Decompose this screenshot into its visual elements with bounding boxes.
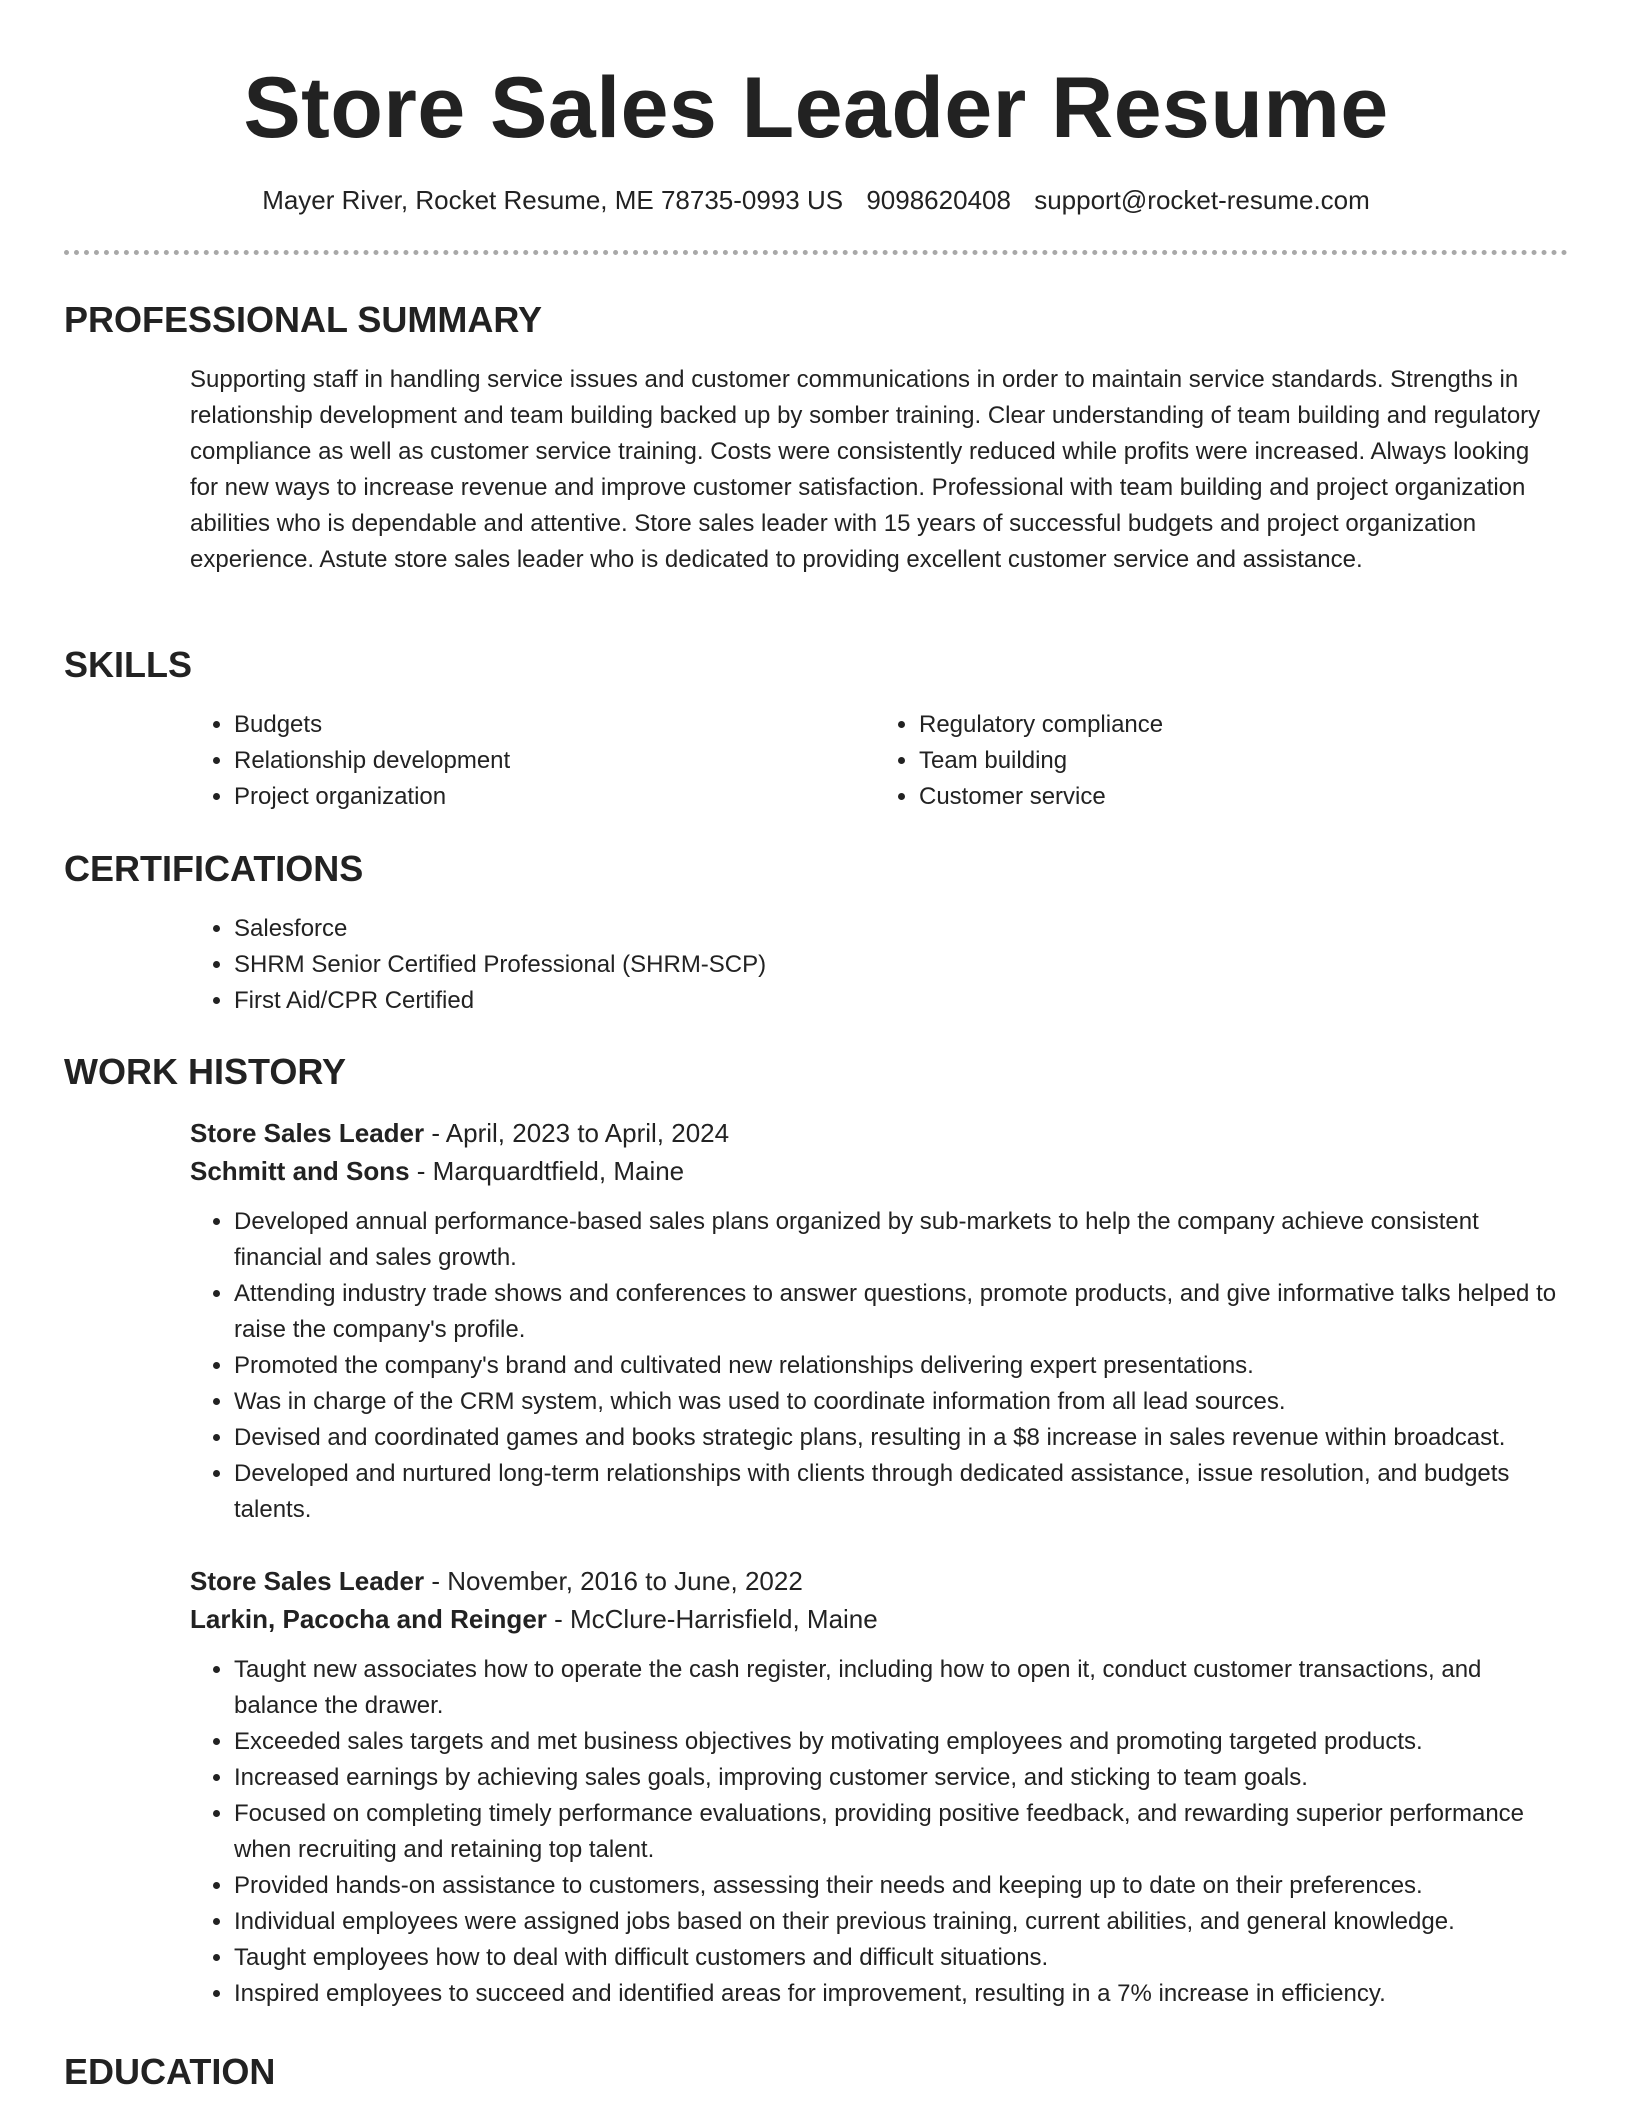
list-item: • Budgets bbox=[234, 707, 875, 743]
work-history-heading: WORK HISTORY bbox=[64, 1051, 347, 1092]
skills-heading: SKILLS bbox=[64, 644, 193, 685]
header-divider bbox=[64, 250, 1568, 255]
skills-list-right bbox=[875, 707, 1560, 815]
contact-address: Mayer River, Rocket Resume, ME 78735-0993 US bbox=[262, 185, 844, 215]
job-entry bbox=[190, 1562, 1560, 2012]
job-company-line bbox=[190, 1152, 1560, 1190]
list-item: • SHRM Senior Certified Professional (SHRM-SCP) bbox=[234, 947, 1560, 983]
job-company: Larkin, Pacocha and Reinger bbox=[190, 1604, 547, 1634]
list-item: • Developed annual performance-based sales plans organized by sub-markets to help the company achieve consistent financial and sales growth. bbox=[234, 1204, 1560, 1276]
list-item: • Regulatory compliance bbox=[919, 707, 1560, 743]
job-dates: - November, 2016 to June, 2022 bbox=[424, 1566, 803, 1596]
job-entry bbox=[190, 1114, 1560, 1528]
page-title: Store Sales Leader Resume bbox=[243, 60, 1389, 156]
job-role: Store Sales Leader bbox=[190, 1118, 425, 1148]
education-heading: EDUCATION bbox=[64, 2051, 276, 2092]
list-item: • Provided hands-on assistance to customers, assessing their needs and keeping up to date on their preferences. bbox=[234, 1868, 1560, 1904]
job-location: - Marquardtfield, Maine bbox=[409, 1156, 685, 1186]
certifications-list bbox=[190, 911, 1560, 1019]
skills-list-left bbox=[190, 707, 875, 815]
job-bullets bbox=[190, 1652, 1560, 2012]
job-title-line bbox=[190, 1562, 1560, 1600]
list-item: • Relationship development bbox=[234, 743, 875, 779]
summary-section bbox=[64, 298, 1568, 578]
contact-phone: 9098620408 bbox=[866, 185, 1011, 215]
list-item: • Taught new associates how to operate the cash register, including how to open it, conduct customer transactions, and balance the drawer. bbox=[234, 1652, 1560, 1724]
list-item: • First Aid/CPR Certified bbox=[234, 983, 1560, 1019]
education-section bbox=[64, 2050, 1568, 2094]
summary-heading: PROFESSIONAL SUMMARY bbox=[64, 299, 543, 340]
list-item: • Increased earnings by achieving sales goals, improving customer service, and sticking to team goals. bbox=[234, 1760, 1560, 1796]
list-item: • Attending industry trade shows and conferences to answer questions, promote products, and give informative talks helped to raise the company's profile. bbox=[234, 1276, 1560, 1348]
work-history-section bbox=[64, 1050, 1568, 2012]
job-dates: - April, 2023 to April, 2024 bbox=[424, 1118, 730, 1148]
job-company-line bbox=[190, 1600, 1560, 1638]
list-item: • Salesforce bbox=[234, 911, 1560, 947]
list-item: • Taught employees how to deal with difficult customers and difficult situations. bbox=[234, 1940, 1560, 1976]
list-item: • Developed and nurtured long-term relationships with clients through dedicated assistance, issue resolution, and budgets talents. bbox=[234, 1456, 1560, 1528]
list-item: • Promoted the company's brand and cultivated new relationships delivering expert presentations. bbox=[234, 1348, 1560, 1384]
skills-columns bbox=[190, 707, 1560, 815]
list-item: • Individual employees were assigned jobs based on their previous training, current abilities, and general knowledge. bbox=[234, 1904, 1560, 1940]
list-item: • Project organization bbox=[234, 779, 875, 815]
job-title-line bbox=[190, 1114, 1560, 1152]
certifications-heading: CERTIFICATIONS bbox=[64, 848, 364, 889]
list-item: • Devised and coordinated games and books strategic plans, resulting in a $8 increase in sales revenue within broadcast. bbox=[234, 1420, 1560, 1456]
skills-section bbox=[64, 643, 1568, 815]
list-item: • Was in charge of the CRM system, which was used to coordinate information from all lead sources. bbox=[234, 1384, 1560, 1420]
list-item: • Inspired employees to succeed and identified areas for improvement, resulting in a 7% increase in efficiency. bbox=[234, 1976, 1560, 2012]
list-item: • Team building bbox=[919, 743, 1560, 779]
contact-email[interactable]: support@rocket-resume.com bbox=[1034, 185, 1370, 215]
job-bullets bbox=[190, 1204, 1560, 1528]
summary-text: Supporting staff in handling service issues and customer communications in order to maintain service standards. Strengths in relationship development and team building backed up by somber training. Clear understanding of team building and regulatory compliance as well as customer service training. Costs were consistently reduced while profits were increased. Always looking for new ways to increase revenue and improve customer satisfaction. Professional with team building and project organization abilities who is dependable and attentive. Store sales leader with 15 years of successful budgets and project organization experience. Astute store sales leader who is dedicated to providing excellent customer service and assistance. bbox=[190, 366, 1541, 573]
contact-line bbox=[0, 182, 1632, 218]
job-role: Store Sales Leader bbox=[190, 1566, 425, 1596]
job-company: Schmitt and Sons bbox=[190, 1156, 410, 1186]
list-item: • Focused on completing timely performance evaluations, providing positive feedback, and rewarding superior performance when recruiting and retaining top talent. bbox=[234, 1796, 1560, 1868]
list-item: • Exceeded sales targets and met business objectives by motivating employees and promoting targeted products. bbox=[234, 1724, 1560, 1760]
certifications-section bbox=[64, 847, 1568, 1019]
list-item: • Customer service bbox=[919, 779, 1560, 815]
job-location: - McClure-Harrisfield, Maine bbox=[546, 1604, 878, 1634]
